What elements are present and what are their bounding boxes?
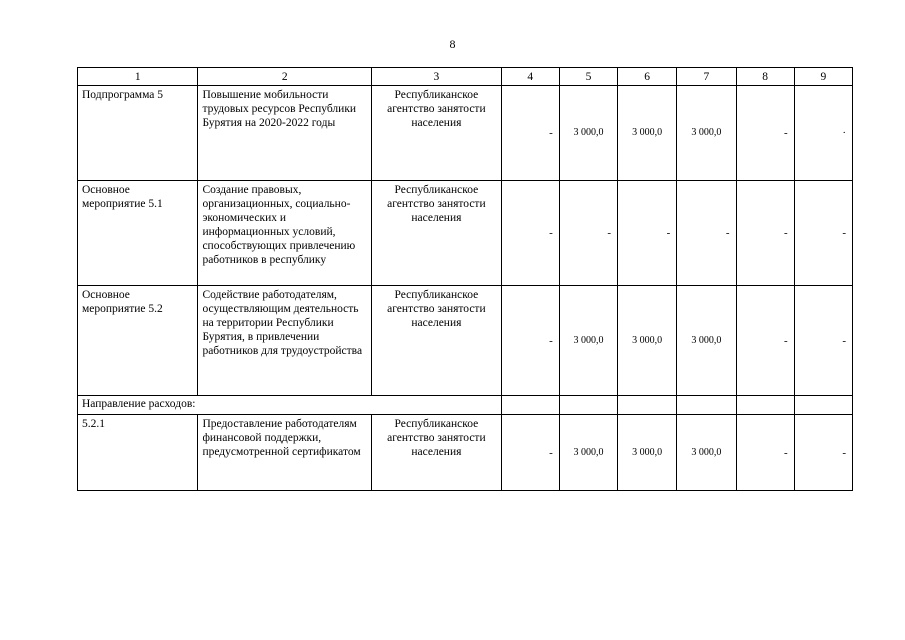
value-col-6: -	[618, 181, 677, 286]
value-col-8: -	[736, 415, 794, 491]
row-label: 5.2.1	[78, 415, 198, 491]
table-row-activity-5-1	[78, 181, 853, 286]
budget-table	[77, 67, 853, 491]
row-label: Основное мероприятие 5.2	[78, 286, 198, 396]
header-cell-5: 5	[559, 68, 617, 86]
header-cell-9: 9	[794, 68, 852, 86]
row-description: Предоставление работодателям финансовой поддержки, предусмотренной сертификатом	[198, 415, 372, 491]
value-col-4: -	[501, 415, 559, 491]
row-agency: Республиканское агентство занятости населения	[372, 181, 502, 286]
value-col-5: 3 000,0	[559, 286, 617, 396]
row-label: Подпрограмма 5	[78, 86, 198, 181]
value-col-9: -	[794, 286, 852, 396]
row-description: Создание правовых, организационных, социально-экономических и информационных условий, способствующих привлечению работников в республику	[198, 181, 372, 286]
table-row-expense-5-2-1	[78, 415, 853, 491]
value-col-8: -	[736, 286, 794, 396]
header-cell-1: 1	[78, 68, 198, 86]
value-col-6: 3 000,0	[618, 286, 677, 396]
value-col-7: -	[677, 181, 736, 286]
value-col-9: ·	[794, 86, 852, 181]
header-cell-3: 3	[372, 68, 502, 86]
row-agency: Республиканское агентство занятости населения	[372, 286, 502, 396]
row-label: Основное мероприятие 5.1	[78, 181, 198, 286]
row-agency: Республиканское агентство занятости населения	[372, 415, 502, 491]
header-row	[78, 68, 853, 86]
empty-cell	[501, 396, 559, 415]
value-col-5: 3 000,0	[559, 415, 617, 491]
value-col-6: 3 000,0	[618, 415, 677, 491]
value-col-9: -	[794, 181, 852, 286]
row-description: Содействие работодателям, осуществляющим деятельность на территории Республики Бурятия, в привлечении работников для трудоустройства	[198, 286, 372, 396]
value-col-7: 3 000,0	[677, 86, 736, 181]
value-col-7: 3 000,0	[677, 286, 736, 396]
value-col-4: -	[501, 181, 559, 286]
header-cell-7: 7	[677, 68, 736, 86]
header-cell-4: 4	[501, 68, 559, 86]
empty-cell	[559, 396, 617, 415]
value-col-4: -	[501, 86, 559, 181]
value-col-9: -	[794, 415, 852, 491]
row-agency: Республиканское агентство занятости населения	[372, 86, 502, 181]
table-row-subprogram-5	[78, 86, 853, 181]
value-col-8: -	[736, 181, 794, 286]
value-col-7: 3 000,0	[677, 415, 736, 491]
empty-cell	[736, 396, 794, 415]
empty-cell	[677, 396, 736, 415]
page-number: 8	[449, 37, 456, 51]
value-col-6: 3 000,0	[618, 86, 677, 181]
value-col-5: -	[559, 181, 617, 286]
value-col-8: -	[736, 86, 794, 181]
row-description: Повышение мобильности трудовых ресурсов Республики Бурятия на 2020-2022 годы	[198, 86, 372, 181]
header-cell-6: 6	[618, 68, 677, 86]
header-cell-8: 8	[736, 68, 794, 86]
empty-cell	[794, 396, 852, 415]
section-label: Направление расходов:	[78, 396, 502, 415]
value-col-5: 3 000,0	[559, 86, 617, 181]
value-col-4: -	[501, 286, 559, 396]
table-row-section	[78, 396, 853, 415]
header-cell-2: 2	[198, 68, 372, 86]
empty-cell	[618, 396, 677, 415]
table-row-activity-5-2	[78, 286, 853, 396]
